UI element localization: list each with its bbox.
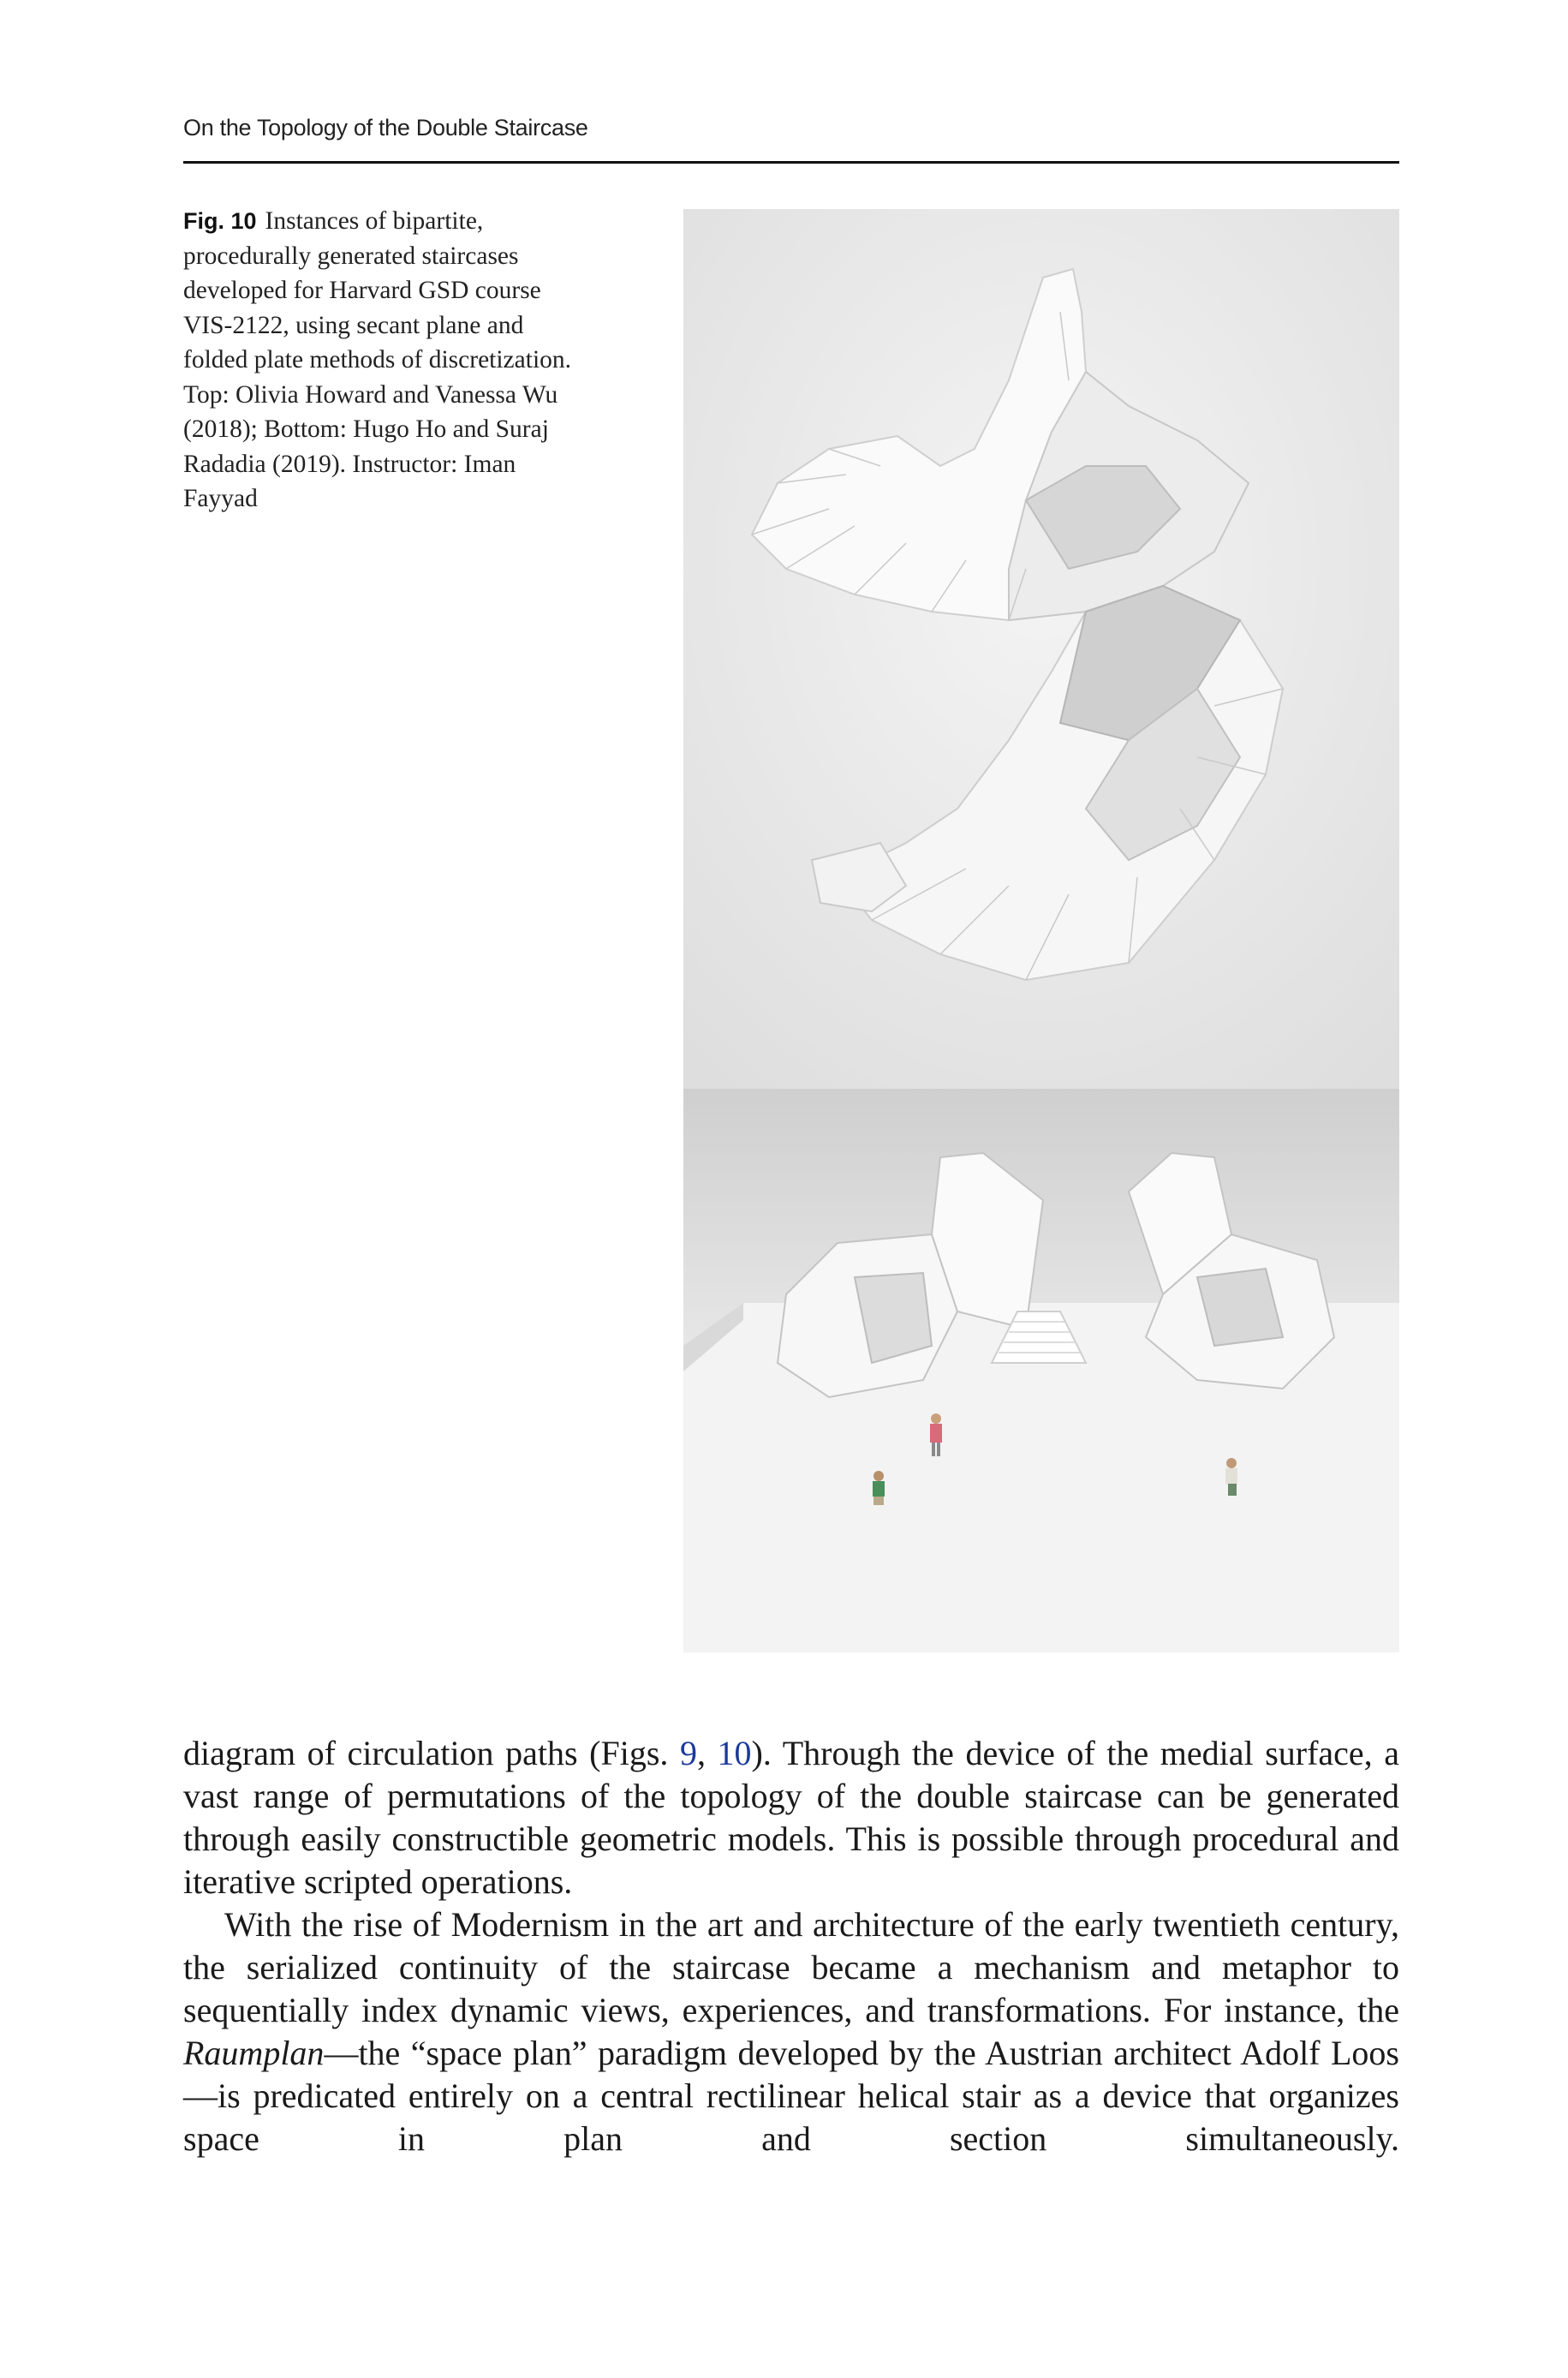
paragraph-1-separator: , [696, 1734, 718, 1772]
paragraph-2-text-b: —the “space plan” paradigm developed by the Austrian architect Adolf Loos—is predicated entirely on a central rectilinear helical stair as a device that organizes space in plan and section simultaneously. [183, 2034, 1399, 2158]
figure-image-bottom [683, 1089, 1399, 1652]
double-staircase-model [683, 1089, 1399, 1652]
paragraph-1 [183, 1732, 1399, 1903]
paragraph-2 [183, 1903, 1399, 2160]
figure-caption-text: Instances of bipartite, procedurally generated staircases developed for Harvard GSD course VIS-2122, using secant plane and folded plate methods of discretization. Top: Olivia Howard and Vanessa Wu (2018); Bottom: Hugo Ho and Suraj Radadia (2019). Instructor: Iman Fayyad [183, 207, 572, 512]
figure-10-link[interactable]: 10 [717, 1734, 752, 1772]
figure-label: Fig. 10 [183, 208, 257, 234]
raumplan-term: Raumplan [183, 2034, 325, 2072]
figure-9-link[interactable]: 9 [679, 1734, 697, 1772]
figure-image-top [683, 209, 1399, 1089]
figure-caption [183, 204, 573, 517]
paragraph-1-text-b: ). Through the device of the medial surface, a vast range of permutations of the topology of the double staircase can be generated through easily constructible geometric models. This is possible through procedural and iterative scripted operations. [183, 1734, 1399, 1901]
paragraph-1-text-a: diagram of circulation paths (Figs. [183, 1734, 680, 1772]
running-head: On the Topology of the Double Staircase [183, 115, 588, 140]
paragraph-2-text-a: With the rise of Modernism in the art and architecture of the early twentieth century, the serialized continuity of the staircase became a mechanism and metaphor to sequentially index dynamic views, experiences, and transformations. For instance, the [183, 1905, 1399, 2029]
body-text [183, 1732, 1399, 2160]
header-rule [183, 161, 1399, 164]
spiral-staircase-model [683, 209, 1399, 1089]
